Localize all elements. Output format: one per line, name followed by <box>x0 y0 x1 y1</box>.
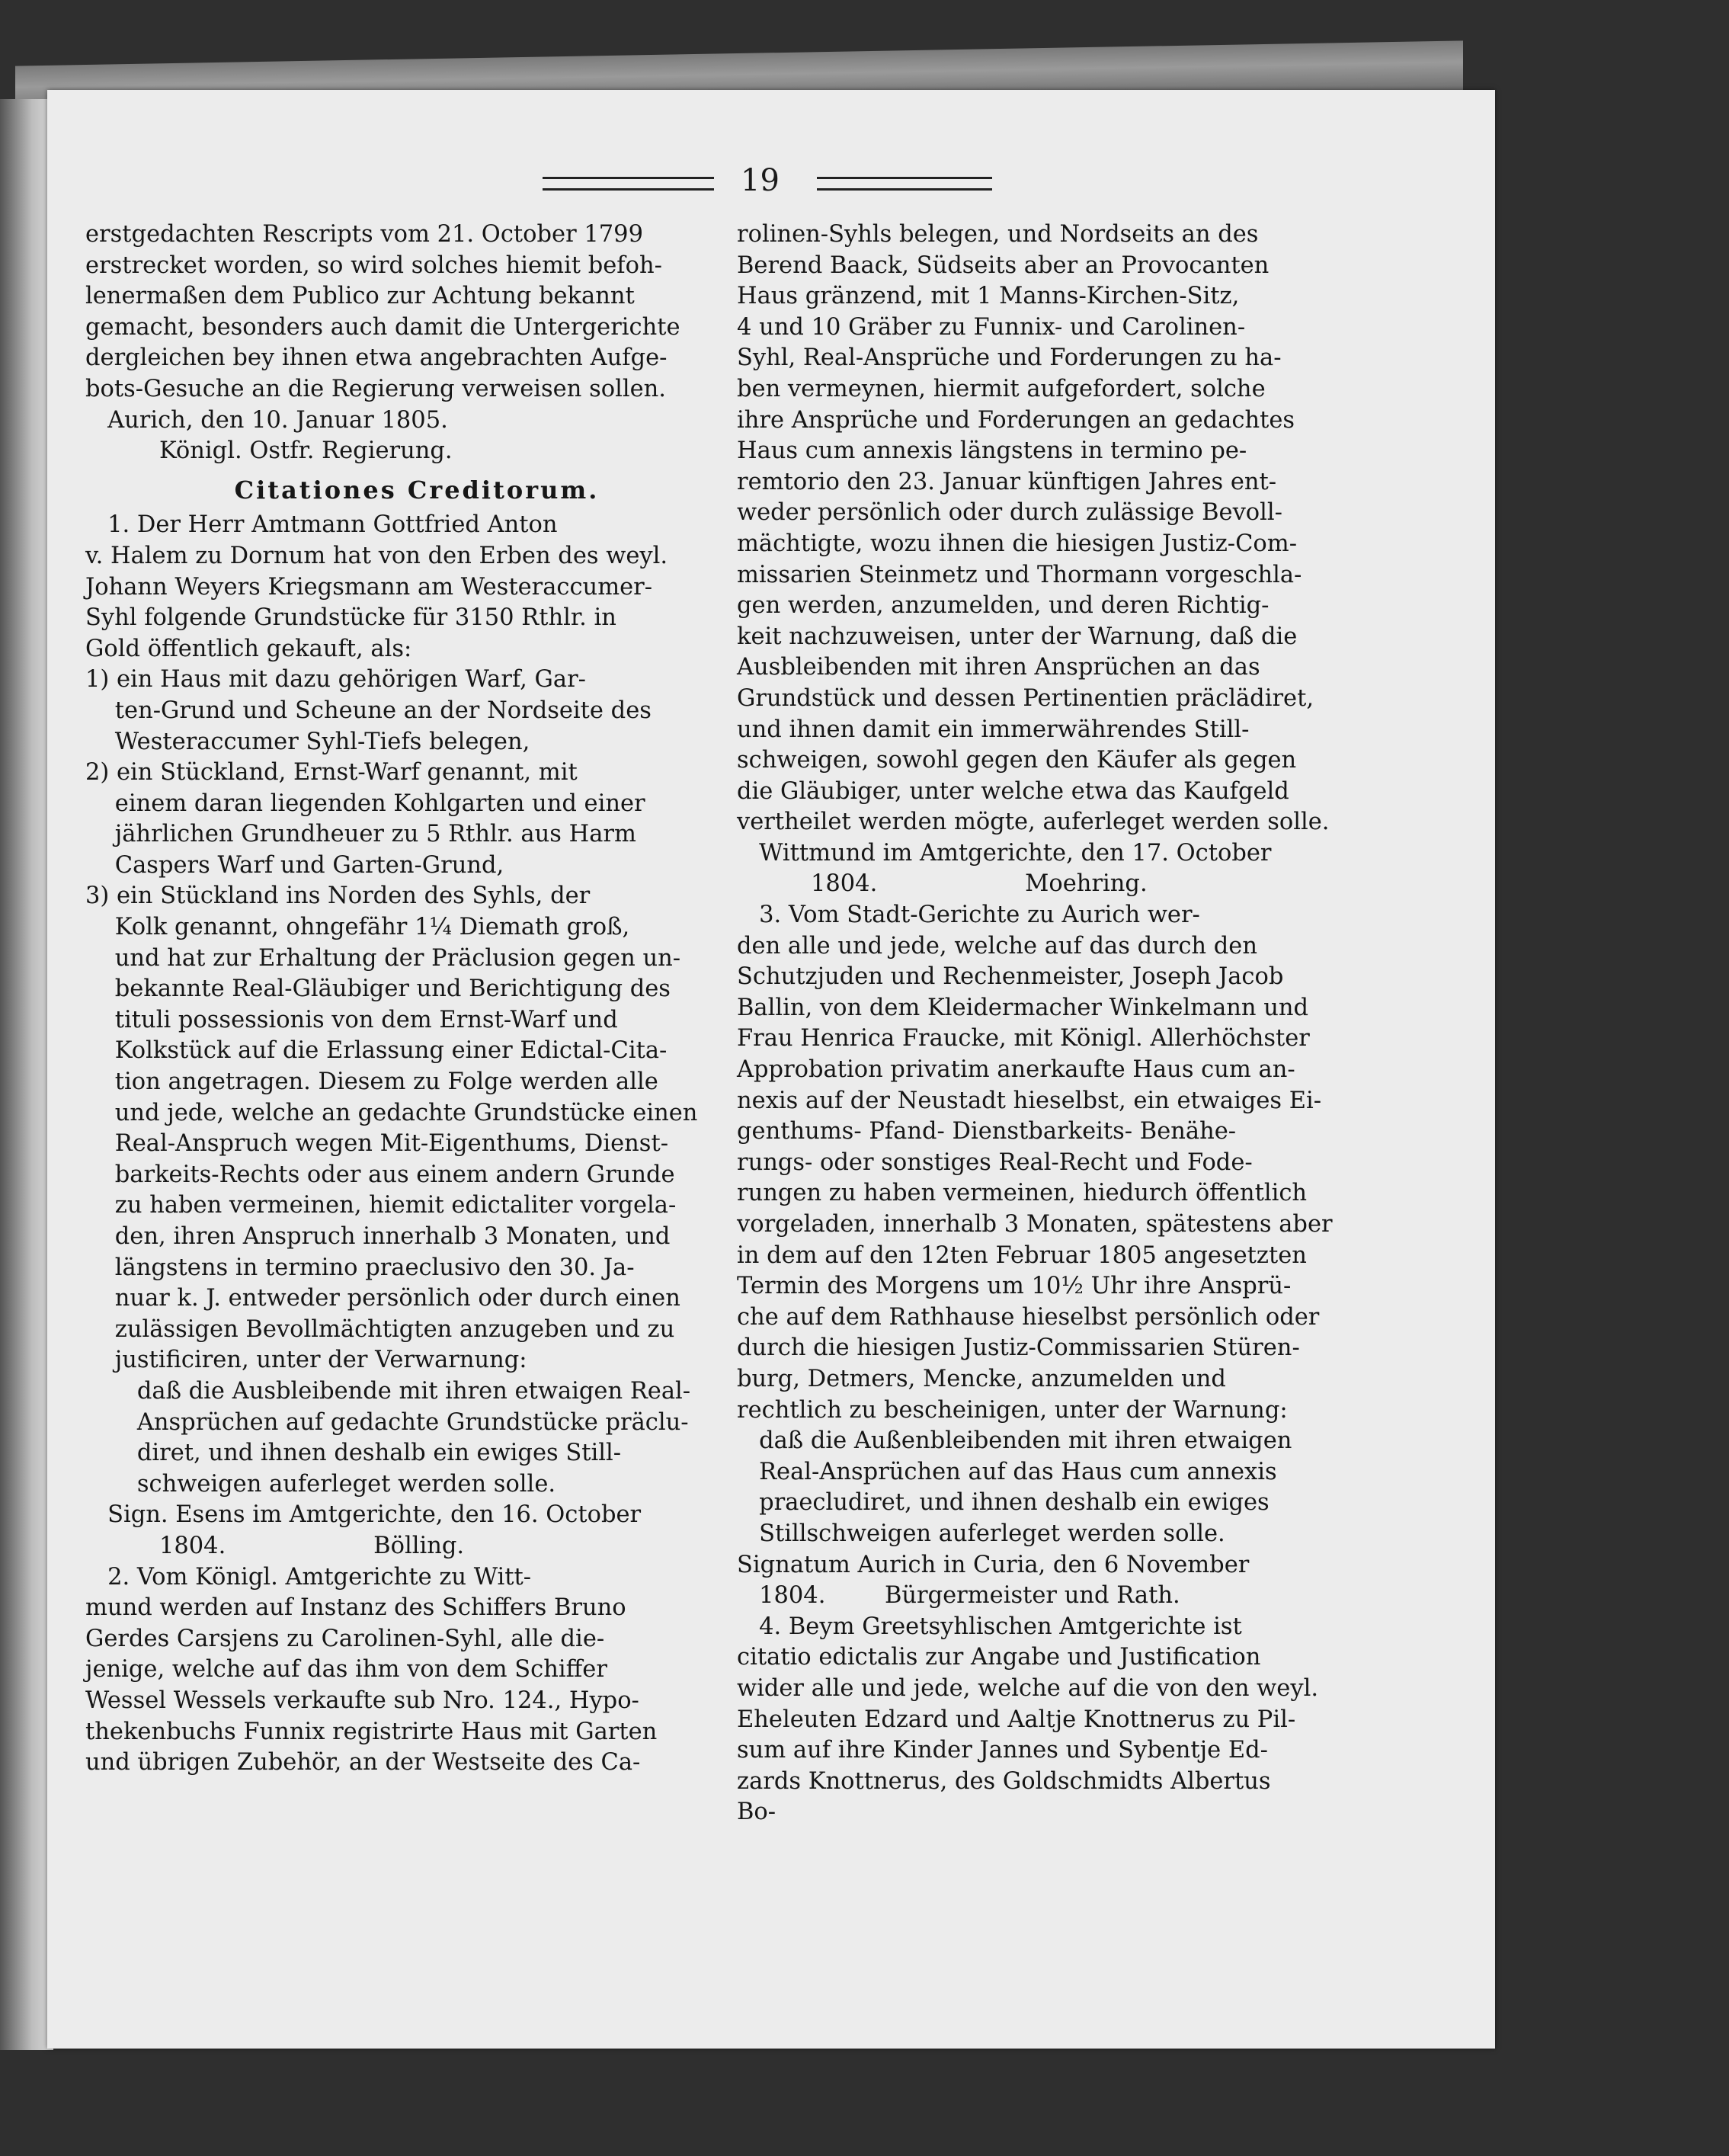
text-line: Wittmund im Amtgerichte, den 17. October <box>737 839 1272 867</box>
text-line: sum auf ihre Kinder Jannes und Sybentje Ed- <box>737 1737 1268 1764</box>
text-line: bots-Gesuche an die Regierung verweisen sollen. <box>85 375 666 402</box>
text-line: barkeits-Rechts oder aus einem andern Grunde <box>85 1161 675 1188</box>
text-line: Gerdes Carsjens zu Carolinen-Syhl, alle die- <box>85 1625 605 1652</box>
text-line: Real-Ansprüchen auf das Haus cum annexis <box>737 1458 1277 1485</box>
text-line: Ballin, von dem Kleidermacher Winkelmann und <box>737 994 1309 1021</box>
text-line: und übrigen Zubehör, an der Westseite des Ca- <box>85 1749 641 1776</box>
text-line: 2. Vom Königl. Amtgerichte zu Witt- <box>85 1563 532 1591</box>
text-line: zulässigen Bevollmächtigten anzugeben und zu <box>85 1315 675 1343</box>
text-line: tion angetragen. Diesem zu Folge werden alle <box>85 1068 658 1096</box>
text-line: Gold öffentlich gekauft, als: <box>85 635 412 662</box>
text-line: Stillschweigen auferleget werden solle. <box>737 1520 1225 1547</box>
text-line: v. Halem zu Dornum hat von den Erben des weyl. <box>85 542 668 569</box>
left-text-column <box>85 219 748 1779</box>
text-line: 1) ein Haus mit dazu gehörigen Warf, Gar- <box>85 666 586 694</box>
text-line: Caspers Warf und Garten-Grund, <box>85 851 504 879</box>
text-line: rechtlich zu bescheinigen, unter der Warnung: <box>737 1396 1288 1424</box>
text-line: missarien Steinmetz und Thormann vorgeschla- <box>737 561 1302 588</box>
text-line: rungen zu haben vermeinen, hiedurch öffentlich <box>737 1180 1308 1207</box>
text-line: diret, und ihnen deshalb ein ewiges Still- <box>85 1440 622 1467</box>
text-line: tituli possessionis von dem Ernst-Warf und <box>85 1006 618 1033</box>
text-line: 1804. Bürgermeister und Rath. <box>737 1582 1180 1610</box>
text-line: schweigen auferleget werden solle. <box>85 1470 556 1498</box>
text-line: rungs- oder sonstiges Real-Recht und Fode- <box>737 1148 1253 1176</box>
text-line: Approbation privatim anerkaufte Haus cum an- <box>737 1056 1295 1084</box>
text-line: Eheleuten Edzard und Aaltje Knottnerus zu Pil- <box>737 1706 1296 1733</box>
text-line: Termin des Morgens um 10½ Uhr ihre Ansprü- <box>737 1273 1292 1300</box>
text-line: justificiren, unter der Verwarnung: <box>85 1347 527 1374</box>
text-line: ten-Grund und Scheune an der Nordseite des <box>85 697 652 724</box>
text-line: Wessel Wessels verkaufte sub Nro. 124., Hypo- <box>85 1687 639 1714</box>
text-line: 4 und 10 Gräber zu Funnix- und Carolinen- <box>737 313 1246 341</box>
text-line: 1804. Moehring. <box>737 870 1148 898</box>
text-line: burg, Detmers, Mencke, anzumelden und <box>737 1365 1226 1392</box>
text-line: Ausbleibenden mit ihren Ansprüchen an das <box>737 654 1260 681</box>
page-number: 19 <box>741 163 780 198</box>
text-line: praecludiret, und ihnen deshalb ein ewiges <box>737 1489 1270 1517</box>
text-line: mächtigte, wozu ihnen die hiesigen Justiz-Com- <box>737 530 1297 557</box>
text-line: durch die hiesigen Justiz-Commissarien Stüren- <box>737 1334 1300 1362</box>
text-line: Schutzjuden und Rechenmeister, Joseph Jacob <box>737 963 1284 991</box>
text-line: dergleichen bey ihnen etwa angebrachten Aufge- <box>85 344 668 372</box>
text-line: ben vermeynen, hiermit aufgefordert, solche <box>737 375 1266 402</box>
text-line: Ansprüchen auf gedachte Grundstücke präclu- <box>85 1408 689 1436</box>
text-line: lenermaßen dem Publico zur Achtung bekannt <box>85 283 635 310</box>
text-line: den, ihren Anspruch innerhalb 3 Monaten, und <box>85 1223 671 1250</box>
text-line: nuar k. J. entweder persönlich oder durch einen <box>85 1285 680 1312</box>
text-line: jährlichen Grundheuer zu 5 Rthlr. aus Harm <box>85 821 636 848</box>
book-page <box>47 90 1495 2049</box>
text-line: Signatum Aurich in Curia, den 6 November <box>737 1551 1250 1578</box>
text-line: längstens in termino praeclusivo den 30. Ja- <box>85 1254 635 1281</box>
text-line: 1. Der Herr Amtmann Gottfried Anton <box>85 511 558 539</box>
text-line: Johann Weyers Kriegsmann am Westeraccumer- <box>85 573 653 601</box>
text-line: schweigen, sowohl gegen den Käufer als gegen <box>737 747 1297 774</box>
text-line: gemacht, besonders auch damit die Untergerichte <box>85 313 680 341</box>
text-line: thekenbuchs Funnix registrirte Haus mit Garten <box>85 1718 658 1745</box>
text-line: Haus gränzend, mit 1 Manns-Kirchen-Sitz, <box>737 283 1240 310</box>
text-line: Königl. Ostfr. Regierung. <box>85 437 453 465</box>
text-line: rolinen-Syhls belegen, und Nordseits an des <box>737 221 1259 248</box>
text-line: erstrecket worden, so wird solches hiemit befoh- <box>85 251 662 279</box>
text-line: den alle und jede, welche auf das durch den <box>737 932 1257 959</box>
text-line: und hat zur Erhaltung der Präclusion gegen un- <box>85 944 681 972</box>
text-line: 3) ein Stückland ins Norden des Syhls, der <box>85 883 591 910</box>
right-text-column <box>737 219 1407 1828</box>
text-line: genthums- Pfand- Dienstbarkeits- Benähe- <box>737 1118 1237 1145</box>
text-line: Haus cum annexis längstens in termino pe- <box>737 437 1247 465</box>
section-heading: Citationes Creditorum. <box>234 475 600 505</box>
text-line: 1804. Bölling. <box>85 1532 465 1559</box>
header-rule-right <box>817 177 992 191</box>
text-line: 4. Beym Greetsyhlischen Amtgerichte ist <box>737 1613 1242 1640</box>
text-line: Kolk genannt, ohngefähr 1¼ Diemath groß, <box>85 914 630 941</box>
text-line: und jede, welche an gedachte Grundstücke einen <box>85 1099 698 1126</box>
text-line: weder persönlich oder durch zulässige Bevoll- <box>737 499 1282 527</box>
text-line: zards Knottnerus, des Goldschmidts Albertus <box>737 1767 1271 1795</box>
text-line: nexis auf der Neustadt hieselbst, ein etwaiges Ei- <box>737 1087 1322 1114</box>
text-line: wider alle und jede, welche auf die von den weyl. <box>737 1674 1319 1702</box>
text-line: Berend Baack, Südseits aber an Provocanten <box>737 251 1270 279</box>
text-line: keit nachzuweisen, unter der Warnung, daß die <box>737 623 1298 650</box>
text-line: die Gläubiger, unter welche etwa das Kaufgeld <box>737 777 1289 805</box>
text-line: in dem auf den 12ten Februar 1805 angesetzten <box>737 1241 1307 1269</box>
text-line: remtorio den 23. Januar künftigen Jahres ent- <box>737 468 1277 495</box>
text-line: citatio edictalis zur Angabe und Justification <box>737 1644 1261 1671</box>
text-line: 2) ein Stückland, Ernst-Warf genannt, mit <box>85 759 578 786</box>
page-header <box>543 163 1000 198</box>
text-line: gen werden, anzumelden, und deren Richtig- <box>737 592 1270 620</box>
text-line: zu haben vermeinen, hiemit edictaliter vorgela- <box>85 1192 677 1219</box>
text-line: Real-Anspruch wegen Mit-Eigenthums, Dienst- <box>85 1130 669 1158</box>
text-line: einem daran liegenden Kohlgarten und einer <box>85 790 645 817</box>
text-line: erstgedachten Rescripts vom 21. October 1799 <box>85 221 643 248</box>
text-line: jenige, welche auf das ihm von dem Schiffer <box>85 1656 607 1683</box>
text-line: Bo- <box>737 1799 776 1826</box>
text-line: und ihnen damit ein immerwährendes Still- <box>737 716 1250 743</box>
text-line: 3. Vom Stadt-Gerichte zu Aurich wer- <box>737 902 1200 929</box>
text-line: che auf dem Rathhause hieselbst persönlich oder <box>737 1303 1320 1331</box>
header-rule-left <box>543 177 714 191</box>
text-line: Westeraccumer Syhl-Tiefs belegen, <box>85 728 530 755</box>
text-line: Frau Henrica Fraucke, mit Königl. Allerhöchster <box>737 1025 1310 1052</box>
text-line: vertheilet werden mögte, auferleget werden solle. <box>737 809 1330 836</box>
text-line: daß die Ausbleibende mit ihren etwaigen Real- <box>85 1377 691 1405</box>
text-line: vorgeladen, innerhalb 3 Monaten, spätestens aber <box>737 1211 1333 1238</box>
text-line: Aurich, den 10. Januar 1805. <box>85 406 448 434</box>
book-left-edge <box>0 99 53 2050</box>
text-line: Kolkstück auf die Erlassung einer Edictal-Cita- <box>85 1037 668 1065</box>
text-line: daß die Außenbleibenden mit ihren etwaigen <box>737 1427 1292 1455</box>
text-line: bekannte Real-Gläubiger und Berichtigung des <box>85 975 671 1003</box>
text-line: ihre Ansprüche und Forderungen an gedachtes <box>737 406 1295 434</box>
text-line: Sign. Esens im Amtgerichte, den 16. October <box>85 1501 642 1529</box>
text-line: Syhl folgende Grundstücke für 3150 Rthlr. in <box>85 604 616 632</box>
text-line: Syhl, Real-Ansprüche und Forderungen zu ha- <box>737 344 1282 372</box>
text-line: mund werden auf Instanz des Schiffers Bruno <box>85 1594 626 1622</box>
text-line: Grundstück und dessen Pertinentien präclädiret, <box>737 684 1314 712</box>
